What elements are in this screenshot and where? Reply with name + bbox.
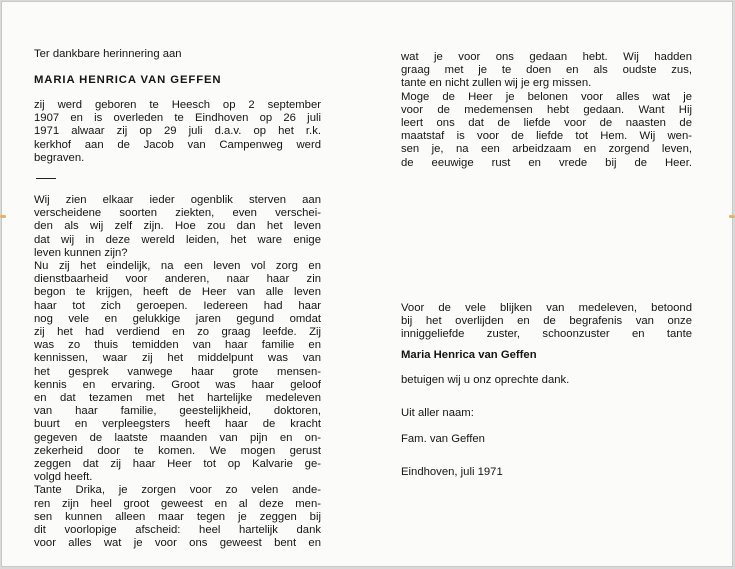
bio-paragraph bbox=[34, 99, 321, 165]
body-line: zij het had verdiend en zo graag leefde. Zij bbox=[34, 326, 321, 339]
thanks-intro bbox=[401, 302, 692, 342]
place-date: Eindhoven, juli 1971 bbox=[401, 466, 503, 478]
body-line: begon te krijgen, heeft de Heer van alle leven bbox=[34, 286, 321, 299]
thanks-intro-line: inniggeliefde zuster, schoonzuster en tante bbox=[401, 328, 692, 341]
bio-line: 1907 en is overleden te Eindhoven op 26 juli bbox=[34, 112, 321, 125]
thanks-intro-line: Voor de vele blijken van medeleven, betoond bbox=[401, 302, 692, 314]
body-line: ren zijn heel groot geweest en al deze men- bbox=[34, 497, 321, 510]
body-line: dit voorlopige afscheid: heel hartelijk dank bbox=[34, 524, 321, 537]
body-line: sen kunnen alleen maar tegen je zeggen bij bbox=[34, 510, 321, 523]
continuation-line: graag met je te doen en als oudste zus, bbox=[401, 64, 692, 77]
body-line: den als wij zelf zijn. Hoe zou dan het leven bbox=[34, 220, 321, 233]
memorial-card bbox=[2, 2, 732, 566]
body-line: nog vele en gelukkige jaren gegund omdat bbox=[34, 312, 321, 325]
divider bbox=[36, 178, 56, 179]
bio-line: zij werd geboren te Heesch op 2 september bbox=[34, 99, 321, 111]
body-line: verscheidene soorten ziekten, even verschei- bbox=[34, 207, 321, 220]
fold-mark-right bbox=[729, 215, 735, 218]
body-line: voor alles wat je voor ons geweest bent en bbox=[34, 537, 321, 550]
continuation-line: tante en nicht zullen wij je erg missen. bbox=[401, 77, 592, 90]
bio-line: kerkhof aan de Jacob van Campenweg werd bbox=[34, 138, 321, 151]
body-line: kennissen, waar zij het middelpunt was van bbox=[34, 352, 321, 365]
body-line: zekerheid door te komen. We mogen gerust bbox=[34, 444, 321, 457]
continuation-line: wat je voor ons gedaan hebt. Wij hadden bbox=[401, 51, 692, 63]
continuation-line: sen je, na een arbeidzaam en zorgend leven, bbox=[401, 143, 692, 156]
body-line: gegeven de laatste maanden van pijn en on- bbox=[34, 431, 321, 444]
body-paragraph bbox=[34, 194, 321, 550]
deceased-name-title: MARIA HENRICA VAN GEFFEN bbox=[34, 74, 222, 86]
body-line: was zo thuis temidden van haar familie en bbox=[34, 339, 321, 352]
body-line: het gesprek vanwege haar grote mensen- bbox=[34, 365, 321, 378]
continuation-line: leert ons dat de liefde voor de naasten de bbox=[401, 117, 692, 130]
continuation-line: maatstaf is voor de liefde tot Hem. Wij wen- bbox=[401, 130, 692, 143]
body-line: haar tot zich geroepen. Iedereen had haar bbox=[34, 299, 321, 312]
family-signature: Fam. van Geffen bbox=[401, 433, 485, 445]
bio-line: begraven. bbox=[34, 151, 85, 164]
continuation-paragraph bbox=[401, 51, 692, 170]
thanks-line: betuigen wij u onz oprechte dank. bbox=[401, 374, 570, 386]
body-line: Wij zien elkaar ieder ogenblik sterven aan bbox=[34, 194, 321, 206]
body-line: zeggen dat zij haar Heer tot op Kalvarie ge- bbox=[34, 458, 321, 471]
body-line: dienstbaarheid voor anderen, naar haar zin bbox=[34, 273, 321, 286]
deceased-name: Maria Henrica van Geffen bbox=[401, 349, 537, 361]
fold-mark-left bbox=[0, 215, 6, 218]
body-line: dat wij in deze wereld leiden, het ware enige bbox=[34, 233, 321, 246]
continuation-line: de eeuwige rust en vrede bij de Heer. bbox=[401, 156, 692, 169]
on-behalf-label: Uit aller naam: bbox=[401, 407, 474, 419]
body-line: buurt en verpleegsters heeft haar de kracht bbox=[34, 418, 321, 431]
continuation-line: voor de medemensen hebt gedaan. Want Hij bbox=[401, 103, 692, 116]
thanks-intro-line: bij het overlijden en de begrafenis van onze bbox=[401, 315, 692, 328]
body-line: kennis en ervaring. Groot was haar geloof bbox=[34, 378, 321, 391]
body-line: Nu zij het eindelijk, na een leven vol zorg en bbox=[34, 260, 321, 273]
body-line: leven kunnen zijn? bbox=[34, 246, 128, 259]
body-line: en dat tezamen met het hartelijke medeleven bbox=[34, 392, 321, 405]
continuation-line: Moge de Heer je belonen voor alles wat je bbox=[401, 90, 692, 103]
body-line: Tante Drika, je zorgen voor zo velen ande- bbox=[34, 484, 321, 497]
body-line: volgd heeft. bbox=[34, 471, 93, 484]
bio-line: 1971 alwaar zij op 29 juli d.a.v. op het r.k. bbox=[34, 125, 321, 138]
heading: Ter dankbare herinnering aan bbox=[34, 48, 182, 60]
body-line: van haar familie, geestelijkheid, doktoren, bbox=[34, 405, 321, 418]
